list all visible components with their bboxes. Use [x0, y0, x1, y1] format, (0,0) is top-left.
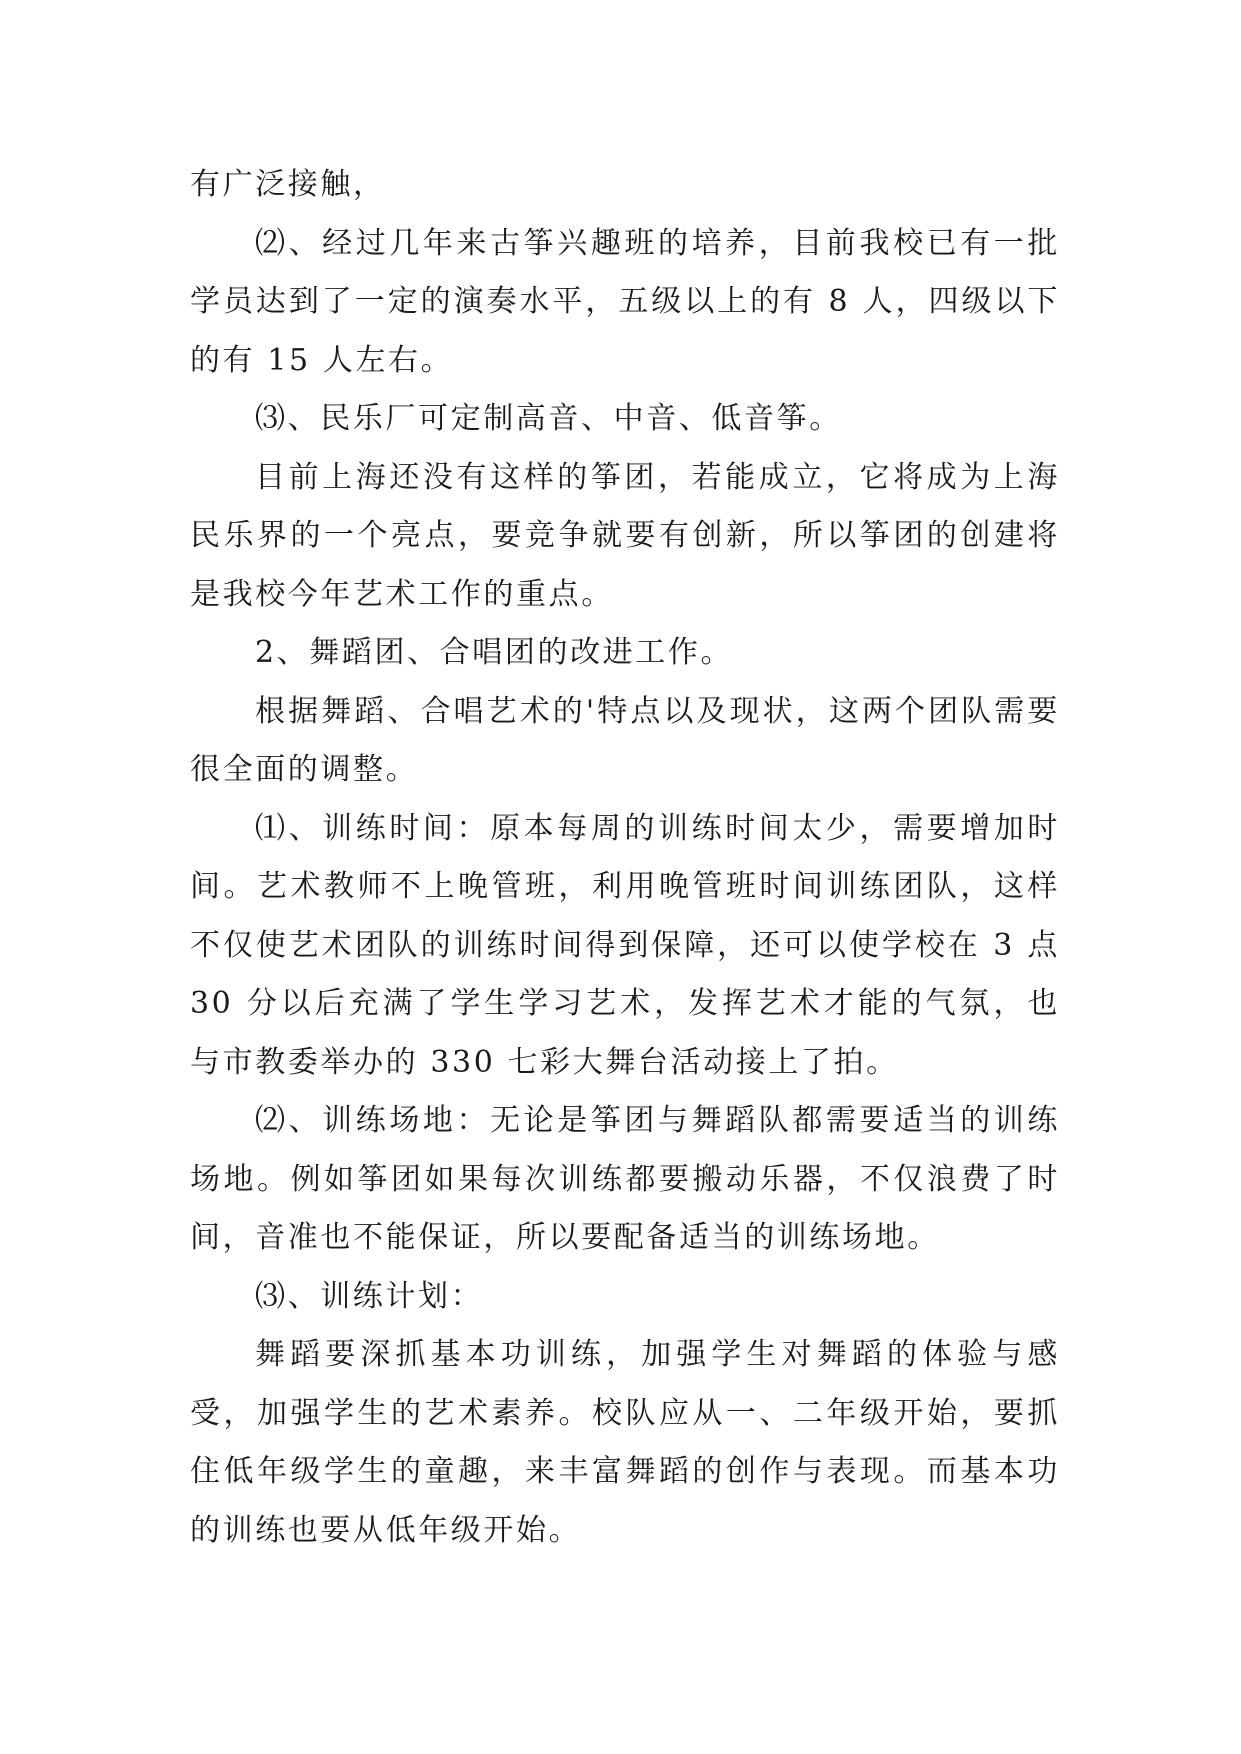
paragraph-8: ⑵、训练场地：无论是筝团与舞蹈队都需要适当的训练场地。例如筝团如果每次训练都要搬动乐器，不仅浪费了时间，音准也不能保证，所以要配备适当的训练场地。 — [190, 1103, 1060, 1255]
paragraph-10: 舞蹈要深抓基本功训练，加强学生对舞蹈的体验与感受，加强学生的艺术素养。校队应从一、二年级开始，要抓住低年级学生的童趣，来丰富舞蹈的创作与表现。而基本功的训练也要从低年级开始。 — [190, 1337, 1060, 1548]
paragraph-4: 目前上海还没有这样的筝团，若能成立，它将成为上海民乐界的一个亮点，要竞争就要有创新，所以筝团的创建将是我校今年艺术工作的重点。 — [190, 459, 1060, 612]
paragraph-1: 有广泛接触， — [190, 167, 386, 202]
paragraph-7: ⑴、训练时间：原本每周的训练时间太少，需要增加时间。艺术教师不上晚管班，利用晚管班时间训练团队，这样不仅使艺术团队的训练时间得到保障，还可以使学校在 3 点 30 分以后充满了学生学习艺术，发挥艺术才能的气氛，也与市教委举办的 330 七彩大舞台活动接上了拍。 — [190, 810, 1060, 1080]
document-page — [190, 156, 1060, 1560]
paragraph-9: ⑶、训练计划： — [255, 1278, 484, 1314]
paragraph-3: ⑶、民乐厂可定制高音、中音、低音筝。 — [255, 401, 842, 436]
paragraph-6: 根据舞蹈、合唱艺术的'特点以及现状，这两个团队需要很全面的调整。 — [190, 693, 1060, 787]
paragraph-5: 2、舞蹈团、合唱团的改进工作。 — [255, 635, 734, 670]
paragraph-2: ⑵、经过几年来古筝兴趣班的培养，目前我校已有一批学员达到了一定的演奏水平，五级以上的有 8 人，四级以下的有 15 人左右。 — [190, 225, 1060, 378]
